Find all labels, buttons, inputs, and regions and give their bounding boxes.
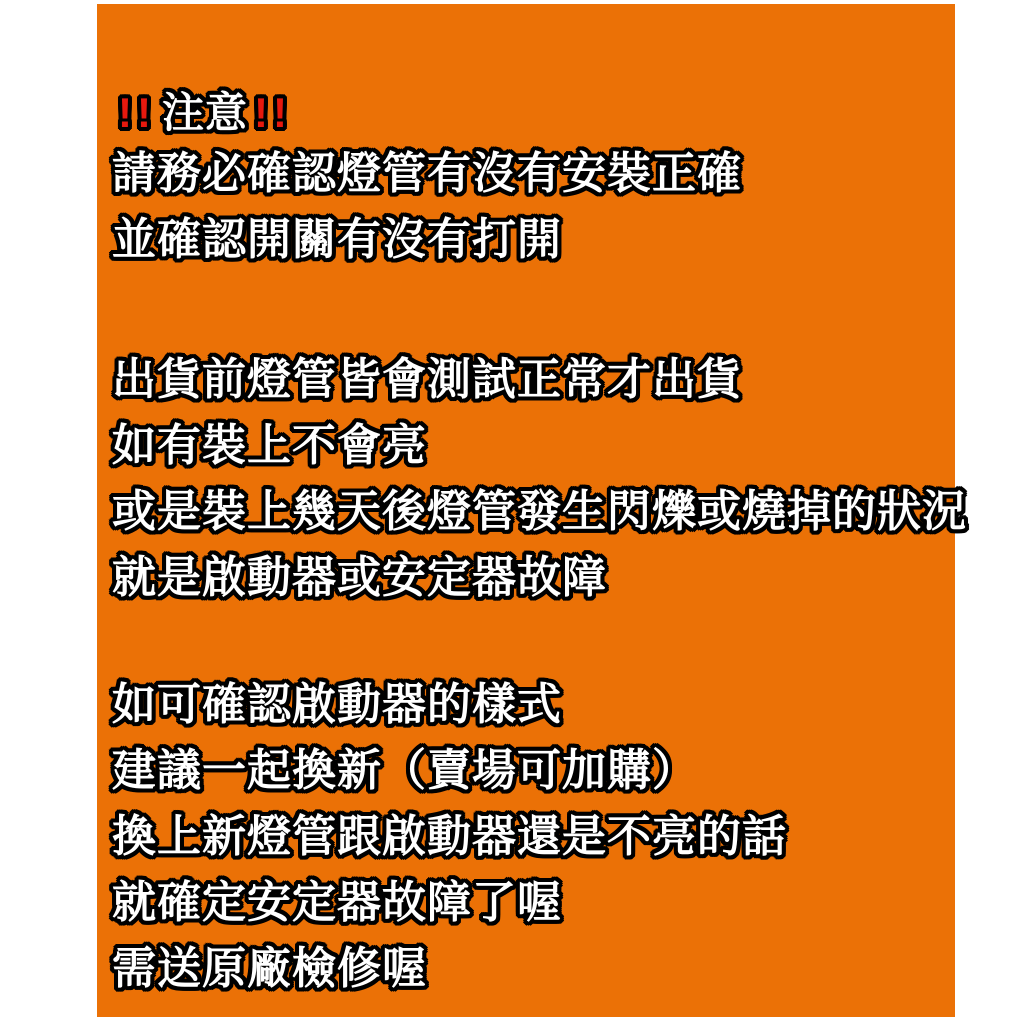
notice-line: 如可確認啟動器的樣式 xyxy=(112,680,562,729)
notice-line: 請務必確認燈管有沒有安裝正確 xyxy=(112,149,742,198)
notice-title-text: 注意 xyxy=(161,89,248,136)
notice-panel xyxy=(97,4,967,1017)
notice-line: 如有裝上不會亮 xyxy=(112,421,427,470)
notice-line: 建議一起換新（賣場可加購） xyxy=(112,746,697,795)
notice-paragraph-2 xyxy=(112,347,967,611)
notice-line: 或是裝上幾天後燈管發生閃爍或燒掉的狀況 xyxy=(112,487,967,536)
notice-line: 需送原廠檢修喔 xyxy=(112,944,427,993)
notice-paragraph-1 xyxy=(112,141,949,273)
notice-paragraph-3 xyxy=(112,672,949,1002)
warning-exclamation-left: !! xyxy=(118,89,156,136)
notice-line: 並確認開關有沒有打開 xyxy=(112,215,562,264)
notice-line: 換上新燈管跟啟動器還是不亮的話 xyxy=(112,812,787,861)
notice-line: 就是啟動器或安定器故障 xyxy=(112,553,607,602)
warning-exclamation-right: !! xyxy=(254,89,292,136)
notice-line: 出貨前燈管皆會測試正常才出貨 xyxy=(112,355,742,404)
notice-line: 就確定安定器故障了喔 xyxy=(112,878,562,927)
notice-title xyxy=(112,87,949,139)
